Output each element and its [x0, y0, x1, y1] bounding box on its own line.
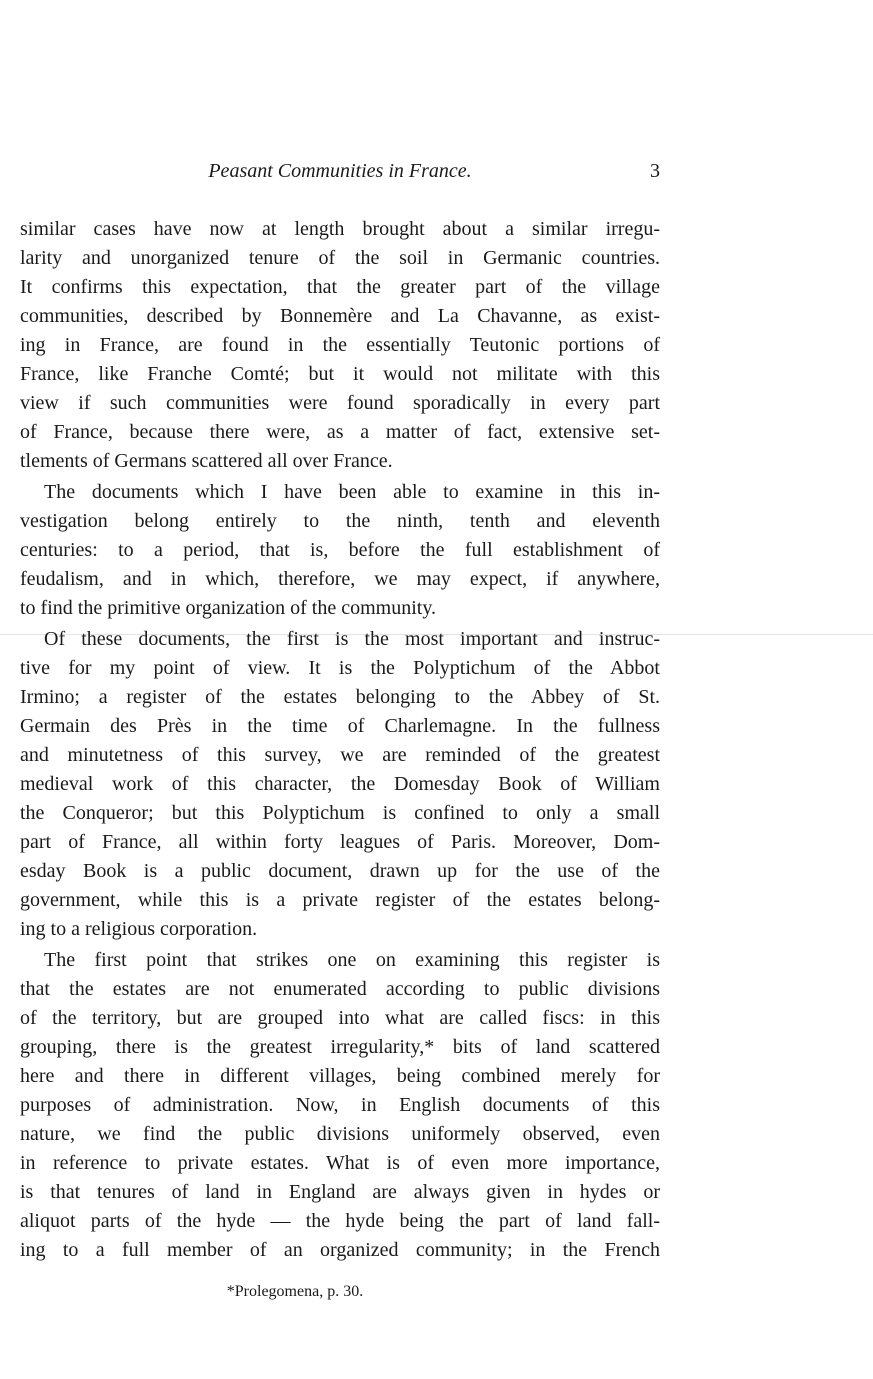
text-line: medieval work of this character, the Domesday Book of William: [20, 773, 660, 795]
text-line: Irmino; a register of the estates belonging to the Abbey of St.: [20, 686, 660, 708]
text-line: It confirms this expectation, that the greater part of the village: [20, 276, 660, 298]
text-line: similar cases have now at length brought about a similar irregu-: [20, 218, 660, 240]
text-line: ing to a religious corporation.: [20, 918, 258, 940]
paragraph-2: [20, 478, 660, 623]
footnote-text: *Prolegomena, p. 30.: [226, 1283, 364, 1300]
text-line: tlements of Germans scattered all over France.: [20, 450, 393, 472]
text-line: ing in France, are found in the essentially Teutonic portions of: [20, 334, 660, 356]
footnote: [20, 1280, 660, 1304]
text-line: aliquot parts of the hyde — the hyde being the part of land fall-: [20, 1210, 660, 1232]
text-line: feudalism, and in which, therefore, we may expect, if anywhere,: [20, 568, 660, 590]
text-line: Of these documents, the first is the most important and instruc-: [44, 628, 660, 650]
text-line: nature, we find the public divisions uniformely observed, even: [20, 1123, 660, 1145]
text-line: in reference to private estates. What is of even more importance,: [20, 1152, 660, 1174]
chapter-title: Peasant Communities in France.: [208, 160, 472, 182]
text-line: to find the primitive organization of the community.: [20, 597, 437, 619]
body-text: [20, 215, 660, 1265]
paragraph-4: [20, 946, 660, 1265]
text-line: tive for my point of view. It is the Polyptichum of the Abbot: [20, 657, 660, 679]
running-head: [20, 155, 660, 187]
text-line: purposes of administration. Now, in English documents of this: [20, 1094, 660, 1116]
text-line: France, like Franche Comté; but it would not militate with this: [20, 363, 660, 385]
paragraph-3: [20, 625, 660, 944]
text-line: and minutetness of this survey, we are reminded of the greatest: [20, 744, 660, 766]
text-line: The first point that strikes one on examining this register is: [44, 949, 660, 971]
text-line: centuries: to a period, that is, before the full establishment of: [20, 539, 660, 561]
text-line: of France, because there were, as a matter of fact, extensive set-: [20, 421, 660, 443]
text-line: communities, described by Bonnemère and La Chavanne, as exist-: [20, 305, 660, 327]
text-line: part of France, all within forty leagues of Paris. Moreover, Dom-: [20, 831, 660, 853]
text-line: vestigation belong entirely to the ninth, tenth and eleventh: [20, 510, 660, 532]
text-line: ing to a full member of an organized community; in the French: [20, 1239, 660, 1261]
text-line: Germain des Près in the time of Charlemagne. In the fullness: [20, 715, 660, 737]
text-line: here and there in different villages, being combined merely for: [20, 1065, 660, 1087]
page-number: 3: [650, 160, 660, 182]
text-line: of the territory, but are grouped into what are called fiscs: in this: [20, 1007, 660, 1029]
text-line: The documents which I have been able to examine in this in-: [44, 481, 660, 503]
paragraph-1: [20, 215, 660, 476]
text-line: esday Book is a public document, drawn up for the use of the: [20, 860, 660, 882]
text-line: government, while this is a private register of the estates belong-: [20, 889, 660, 911]
text-line: larity and unorganized tenure of the soil in Germanic countries.: [20, 247, 660, 269]
text-line: the Conqueror; but this Polyptichum is confined to only a small: [20, 802, 660, 824]
text-line: that the estates are not enumerated according to public divisions: [20, 978, 660, 1000]
text-line: is that tenures of land in England are always given in hydes or: [20, 1181, 660, 1203]
text-line: view if such communities were found sporadically in every part: [20, 392, 660, 414]
text-line: grouping, there is the greatest irregularity,* bits of land scattered: [20, 1036, 660, 1058]
